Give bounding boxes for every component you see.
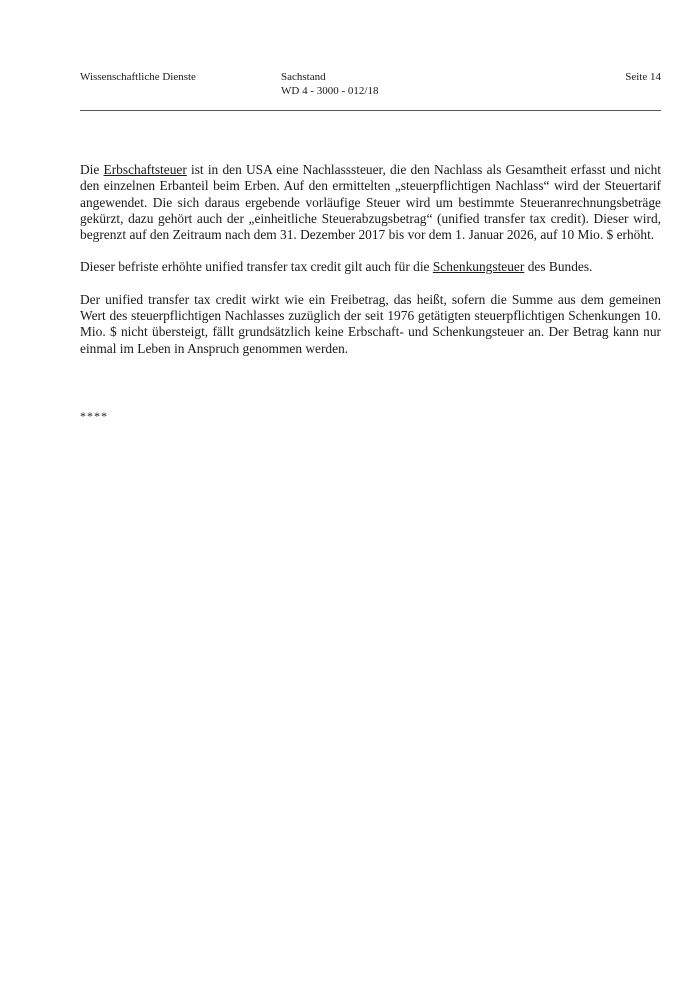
header-document-info [281, 70, 378, 98]
header-doc-number: WD 4 - 3000 - 012/18 [281, 85, 379, 97]
header-organization: Wissenschaftliche Dienste [80, 71, 196, 83]
link-schenkungsteuer[interactable]: Schenkungsteuer [432, 259, 525, 275]
page-header [80, 70, 661, 110]
header-doc-type: Sachstand [281, 71, 326, 83]
paragraph-text: Dieser befriste erhöhte unified transfer tax credit gilt auch für die [80, 259, 433, 275]
paragraph-estate-tax [80, 162, 661, 243]
end-marker: **** [80, 409, 108, 423]
document-body [80, 162, 661, 373]
paragraph-text: Die [80, 162, 104, 177]
paragraph-tax-credit: Der unified transfer tax credit wirkt wie ein Freibetrag, das heißt, sofern die Summe aus dem gemeinen Wert des steuerpflichtigen Nachlasses zuzüglich der seit 1976 getätigten steuerpflichtigen Schenkungen 10. Mio. $ nicht übersteigt, fällt grundsätzlich keine Erbschaft- und Schenkungsteuer an. Der Betrag kann nur einmal im Leben in Anspruch genommen werden. [80, 291, 661, 356]
link-erbschaftsteuer[interactable]: Erbschaftsteuer [103, 162, 187, 177]
paragraph-text: des Bundes. [524, 259, 593, 275]
header-page-number: Seite 14 [625, 71, 661, 83]
paragraph-gift-tax [80, 259, 661, 275]
header-divider [80, 110, 661, 111]
paragraph-text: ist in den USA eine Nachlasssteuer, die den Nachlass als Gesamtheit erfasst und nicht den einzelnen Erbanteil beim Erben. Auf den ermittelten „steuerpflichtigen Nachlass“ wird der Steuertarif angewendet. Die sich daraus ergebende vorläufige Steuer wird um bestimmte Steueranrechnungsbeträge gekürzt, dazu gehört auch der „einheitliche Steuerabzugsbetrag“ (unified transfer tax credit). Dieser wird, begrenzt auf den Zeitraum nach dem 31. Dezember 2017 bis vor dem 1. Januar 2026, auf 10 Mio. $ erhöht. [80, 162, 661, 243]
